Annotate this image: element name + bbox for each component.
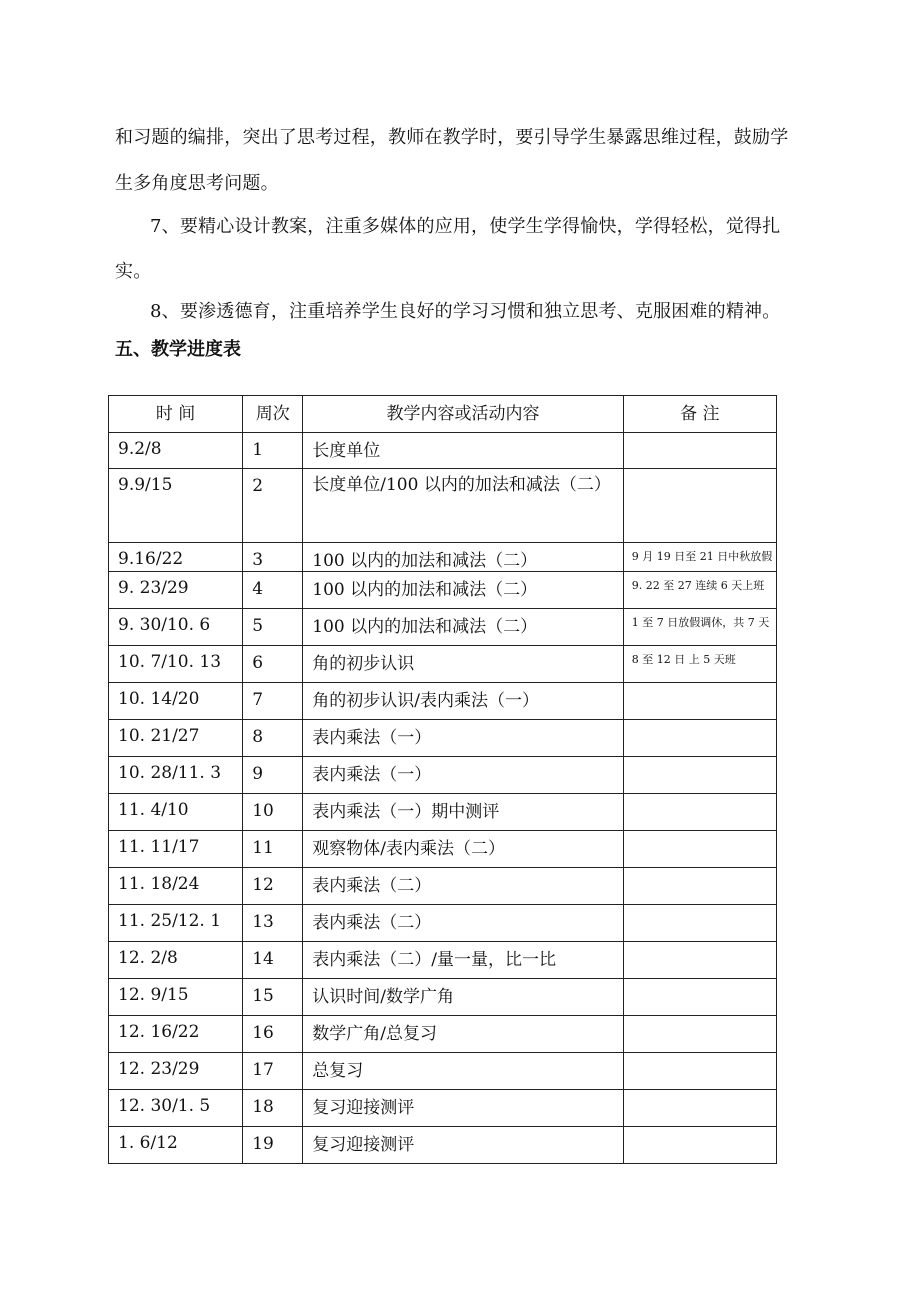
- cell-note-text: [624, 720, 776, 727]
- cell-note: [623, 794, 776, 831]
- cell-content: [303, 720, 623, 757]
- cell-time: [109, 868, 243, 905]
- cell-time-text: 12. 16/22: [118, 1022, 200, 1042]
- cell-content: [303, 646, 623, 683]
- table-row: [109, 757, 777, 794]
- cell-content: [303, 979, 623, 1016]
- cell-week: [243, 979, 303, 1016]
- cell-week-text: 9: [252, 764, 264, 784]
- cell-week-text: 8: [252, 727, 264, 747]
- cell-content-text: 长度单位/100 以内的加法和减法（二）: [312, 475, 611, 495]
- cell-note: [623, 1016, 776, 1053]
- table-row: [109, 646, 777, 683]
- cell-time-text: 11. 25/12. 1: [118, 911, 222, 931]
- header-content: 教学内容或活动内容: [303, 396, 623, 433]
- cell-note-text: [624, 1127, 776, 1134]
- table-row: [109, 609, 777, 646]
- paragraph-line: 实。: [115, 261, 152, 282]
- cell-week-text: 6: [252, 653, 264, 673]
- cell-week: [243, 831, 303, 868]
- cell-time-text: 12. 30/1. 5: [118, 1096, 211, 1116]
- cell-content: [303, 757, 623, 794]
- cell-week: [243, 868, 303, 905]
- table-row: [109, 831, 777, 868]
- cell-content-text: 角的初步认识/表内乘法（一）: [312, 691, 539, 711]
- table-row: [109, 433, 777, 469]
- table-row: [109, 1053, 777, 1090]
- cell-content-text: 角的初步认识: [312, 654, 415, 674]
- header-time: 时 间: [109, 396, 243, 433]
- section-heading: 五、教学进度表: [115, 339, 241, 360]
- cell-note: [623, 433, 776, 469]
- cell-note: [623, 572, 776, 609]
- cell-time: [109, 794, 243, 831]
- cell-content: [303, 543, 623, 572]
- table-body: [109, 433, 777, 1164]
- cell-note: [623, 683, 776, 720]
- cell-note: [623, 646, 776, 683]
- cell-content-text: 100 以内的加法和减法（二）: [312, 617, 538, 637]
- table-row: [109, 979, 777, 1016]
- cell-content-text: 100 以内的加法和减法（二）: [312, 580, 538, 600]
- cell-week: [243, 469, 303, 543]
- cell-note: [623, 469, 776, 543]
- cell-content: [303, 1016, 623, 1053]
- cell-time-text: 12. 23/29: [118, 1059, 200, 1079]
- cell-note: [623, 720, 776, 757]
- cell-week-text: 4: [252, 579, 264, 599]
- cell-week-text: 5: [252, 616, 264, 636]
- cell-time-text: 9.9/15: [118, 475, 173, 495]
- cell-content-text: 表内乘法（一）: [312, 765, 432, 785]
- cell-week-text: 15: [252, 986, 274, 1006]
- cell-note-text: [624, 683, 776, 690]
- cell-note-text: 9. 22 至 27 连续 6 天上班: [631, 579, 765, 592]
- cell-content: [303, 942, 623, 979]
- cell-note-text: [624, 905, 776, 912]
- cell-time: [109, 757, 243, 794]
- cell-note: [623, 1090, 776, 1127]
- schedule-table: [108, 395, 777, 1164]
- cell-content-text: 观察物体/表内乘法（二）: [312, 839, 505, 859]
- cell-time: [109, 1127, 243, 1164]
- cell-time-text: 9.16/22: [118, 549, 184, 569]
- cell-week: [243, 646, 303, 683]
- cell-time-text: 9.2/8: [118, 439, 162, 459]
- cell-content: [303, 868, 623, 905]
- cell-time-text: 10. 21/27: [118, 726, 200, 746]
- cell-week-text: 16: [252, 1023, 274, 1043]
- cell-time: [109, 683, 243, 720]
- cell-week-text: 13: [252, 912, 274, 932]
- paragraph-line: 7、要精心设计教案，注重多媒体的应用，使学生学得愉快，学得轻松，觉得扎: [150, 216, 781, 237]
- cell-content: [303, 1053, 623, 1090]
- cell-week-text: 17: [252, 1060, 274, 1080]
- cell-week: [243, 433, 303, 469]
- cell-time: [109, 1016, 243, 1053]
- header-week: 周次: [243, 396, 303, 433]
- cell-note: [623, 942, 776, 979]
- cell-time: [109, 609, 243, 646]
- cell-note-text: [624, 1016, 776, 1023]
- cell-time-text: 11. 18/24: [118, 874, 200, 894]
- cell-note-text: 8 至 12 日 上 5 天班: [631, 653, 736, 666]
- cell-content: [303, 683, 623, 720]
- table-row: [109, 1127, 777, 1164]
- cell-time: [109, 469, 243, 543]
- cell-time-text: 9. 30/10. 6: [118, 615, 211, 635]
- cell-note-text: [624, 1090, 776, 1097]
- cell-note: [623, 609, 776, 646]
- cell-time: [109, 646, 243, 683]
- cell-time-text: 10. 7/10. 13: [118, 652, 222, 672]
- cell-note-text: [624, 1053, 776, 1060]
- table-row: [109, 868, 777, 905]
- cell-week-text: 2: [252, 476, 264, 496]
- table-row: [109, 683, 777, 720]
- cell-week-text: 19: [252, 1134, 274, 1154]
- cell-note-text: [624, 794, 776, 801]
- cell-note-text: [624, 942, 776, 949]
- table-row: [109, 905, 777, 942]
- table-row: [109, 942, 777, 979]
- cell-content: [303, 609, 623, 646]
- cell-week-text: 7: [252, 690, 264, 710]
- cell-note: [623, 543, 776, 572]
- table-row: [109, 1090, 777, 1127]
- cell-time: [109, 572, 243, 609]
- cell-time-text: 12. 9/15: [118, 985, 189, 1005]
- cell-content-text: 表内乘法（二）: [312, 876, 432, 896]
- cell-time: [109, 543, 243, 572]
- cell-time-text: 1. 6/12: [118, 1133, 178, 1153]
- table-row: [109, 794, 777, 831]
- cell-time-text: 10. 14/20: [118, 689, 200, 709]
- cell-note: [623, 1127, 776, 1164]
- cell-week: [243, 757, 303, 794]
- cell-week-text: 10: [252, 801, 274, 821]
- cell-time: [109, 1090, 243, 1127]
- cell-week: [243, 1016, 303, 1053]
- cell-content-text: 表内乘法（二）: [312, 913, 432, 933]
- cell-content-text: 100 以内的加法和减法（二）: [312, 551, 538, 571]
- paragraph-line: 8、要渗透德育，注重培养学生良好的学习习惯和独立思考、克服困难的精神。: [150, 301, 781, 322]
- cell-time: [109, 942, 243, 979]
- cell-note-text: 9 月 19 日至 21 日中秋放假: [631, 550, 773, 563]
- cell-content-text: 认识时间/数学广角: [312, 987, 454, 1007]
- table-row: [109, 543, 777, 572]
- cell-week: [243, 794, 303, 831]
- cell-note: [623, 831, 776, 868]
- cell-week: [243, 1053, 303, 1090]
- cell-week-text: 3: [252, 550, 264, 570]
- cell-content: [303, 905, 623, 942]
- cell-content-text: 长度单位: [312, 441, 381, 461]
- cell-time-text: 10. 28/11. 3: [118, 763, 222, 783]
- table-header-row: [109, 396, 777, 433]
- cell-content: [303, 794, 623, 831]
- cell-week-text: 11: [252, 838, 274, 858]
- cell-content: [303, 572, 623, 609]
- table-row: [109, 572, 777, 609]
- cell-week-text: 12: [252, 875, 274, 895]
- cell-time-text: 11. 11/17: [118, 837, 200, 857]
- cell-time: [109, 1053, 243, 1090]
- cell-content-text: 数学广角/总复习: [312, 1024, 437, 1044]
- cell-time: [109, 905, 243, 942]
- cell-note: [623, 979, 776, 1016]
- cell-week: [243, 609, 303, 646]
- cell-content: [303, 1127, 623, 1164]
- cell-week: [243, 683, 303, 720]
- table-row: [109, 469, 777, 543]
- cell-time: [109, 433, 243, 469]
- paragraph-line: 生多角度思考问题。: [115, 173, 279, 194]
- cell-content-text: 复习迎接测评: [312, 1135, 415, 1155]
- cell-content: [303, 469, 623, 543]
- cell-week: [243, 543, 303, 572]
- cell-note-text: [624, 469, 776, 476]
- cell-week: [243, 942, 303, 979]
- cell-note-text: [624, 979, 776, 986]
- cell-note-text: [624, 433, 776, 440]
- cell-week: [243, 1090, 303, 1127]
- cell-content-text: 表内乘法（二）/量一量，比一比: [312, 950, 556, 970]
- cell-note-text: [624, 831, 776, 838]
- cell-time-text: 12. 2/8: [118, 948, 178, 968]
- table-row: [109, 720, 777, 757]
- cell-note: [623, 905, 776, 942]
- header-note: 备 注: [623, 396, 776, 433]
- table-row: [109, 1016, 777, 1053]
- cell-time: [109, 979, 243, 1016]
- cell-week: [243, 905, 303, 942]
- cell-time-text: 11. 4/10: [118, 800, 189, 820]
- cell-note-text: [624, 757, 776, 764]
- cell-note: [623, 868, 776, 905]
- cell-week-text: 14: [252, 949, 274, 969]
- cell-note-text: [624, 868, 776, 875]
- cell-content-text: 总复习: [312, 1061, 364, 1081]
- cell-note: [623, 1053, 776, 1090]
- cell-week: [243, 720, 303, 757]
- paragraph-line: 和习题的编排，突出了思考过程，教师在教学时，要引导学生暴露思维过程，鼓励学: [115, 127, 789, 148]
- cell-week-text: 1: [252, 440, 264, 460]
- cell-content-text: 复习迎接测评: [312, 1098, 415, 1118]
- cell-note-text: 1 至 7 日放假调休，共 7 天: [631, 616, 770, 629]
- cell-time: [109, 831, 243, 868]
- cell-note: [623, 757, 776, 794]
- cell-content: [303, 433, 623, 469]
- cell-content: [303, 1090, 623, 1127]
- cell-week-text: 18: [252, 1097, 274, 1117]
- cell-week: [243, 572, 303, 609]
- cell-time: [109, 720, 243, 757]
- cell-week: [243, 1127, 303, 1164]
- cell-content-text: 表内乘法（一）: [312, 728, 432, 748]
- cell-content: [303, 831, 623, 868]
- cell-time-text: 9. 23/29: [118, 578, 189, 598]
- cell-content-text: 表内乘法（一）期中测评: [312, 802, 500, 822]
